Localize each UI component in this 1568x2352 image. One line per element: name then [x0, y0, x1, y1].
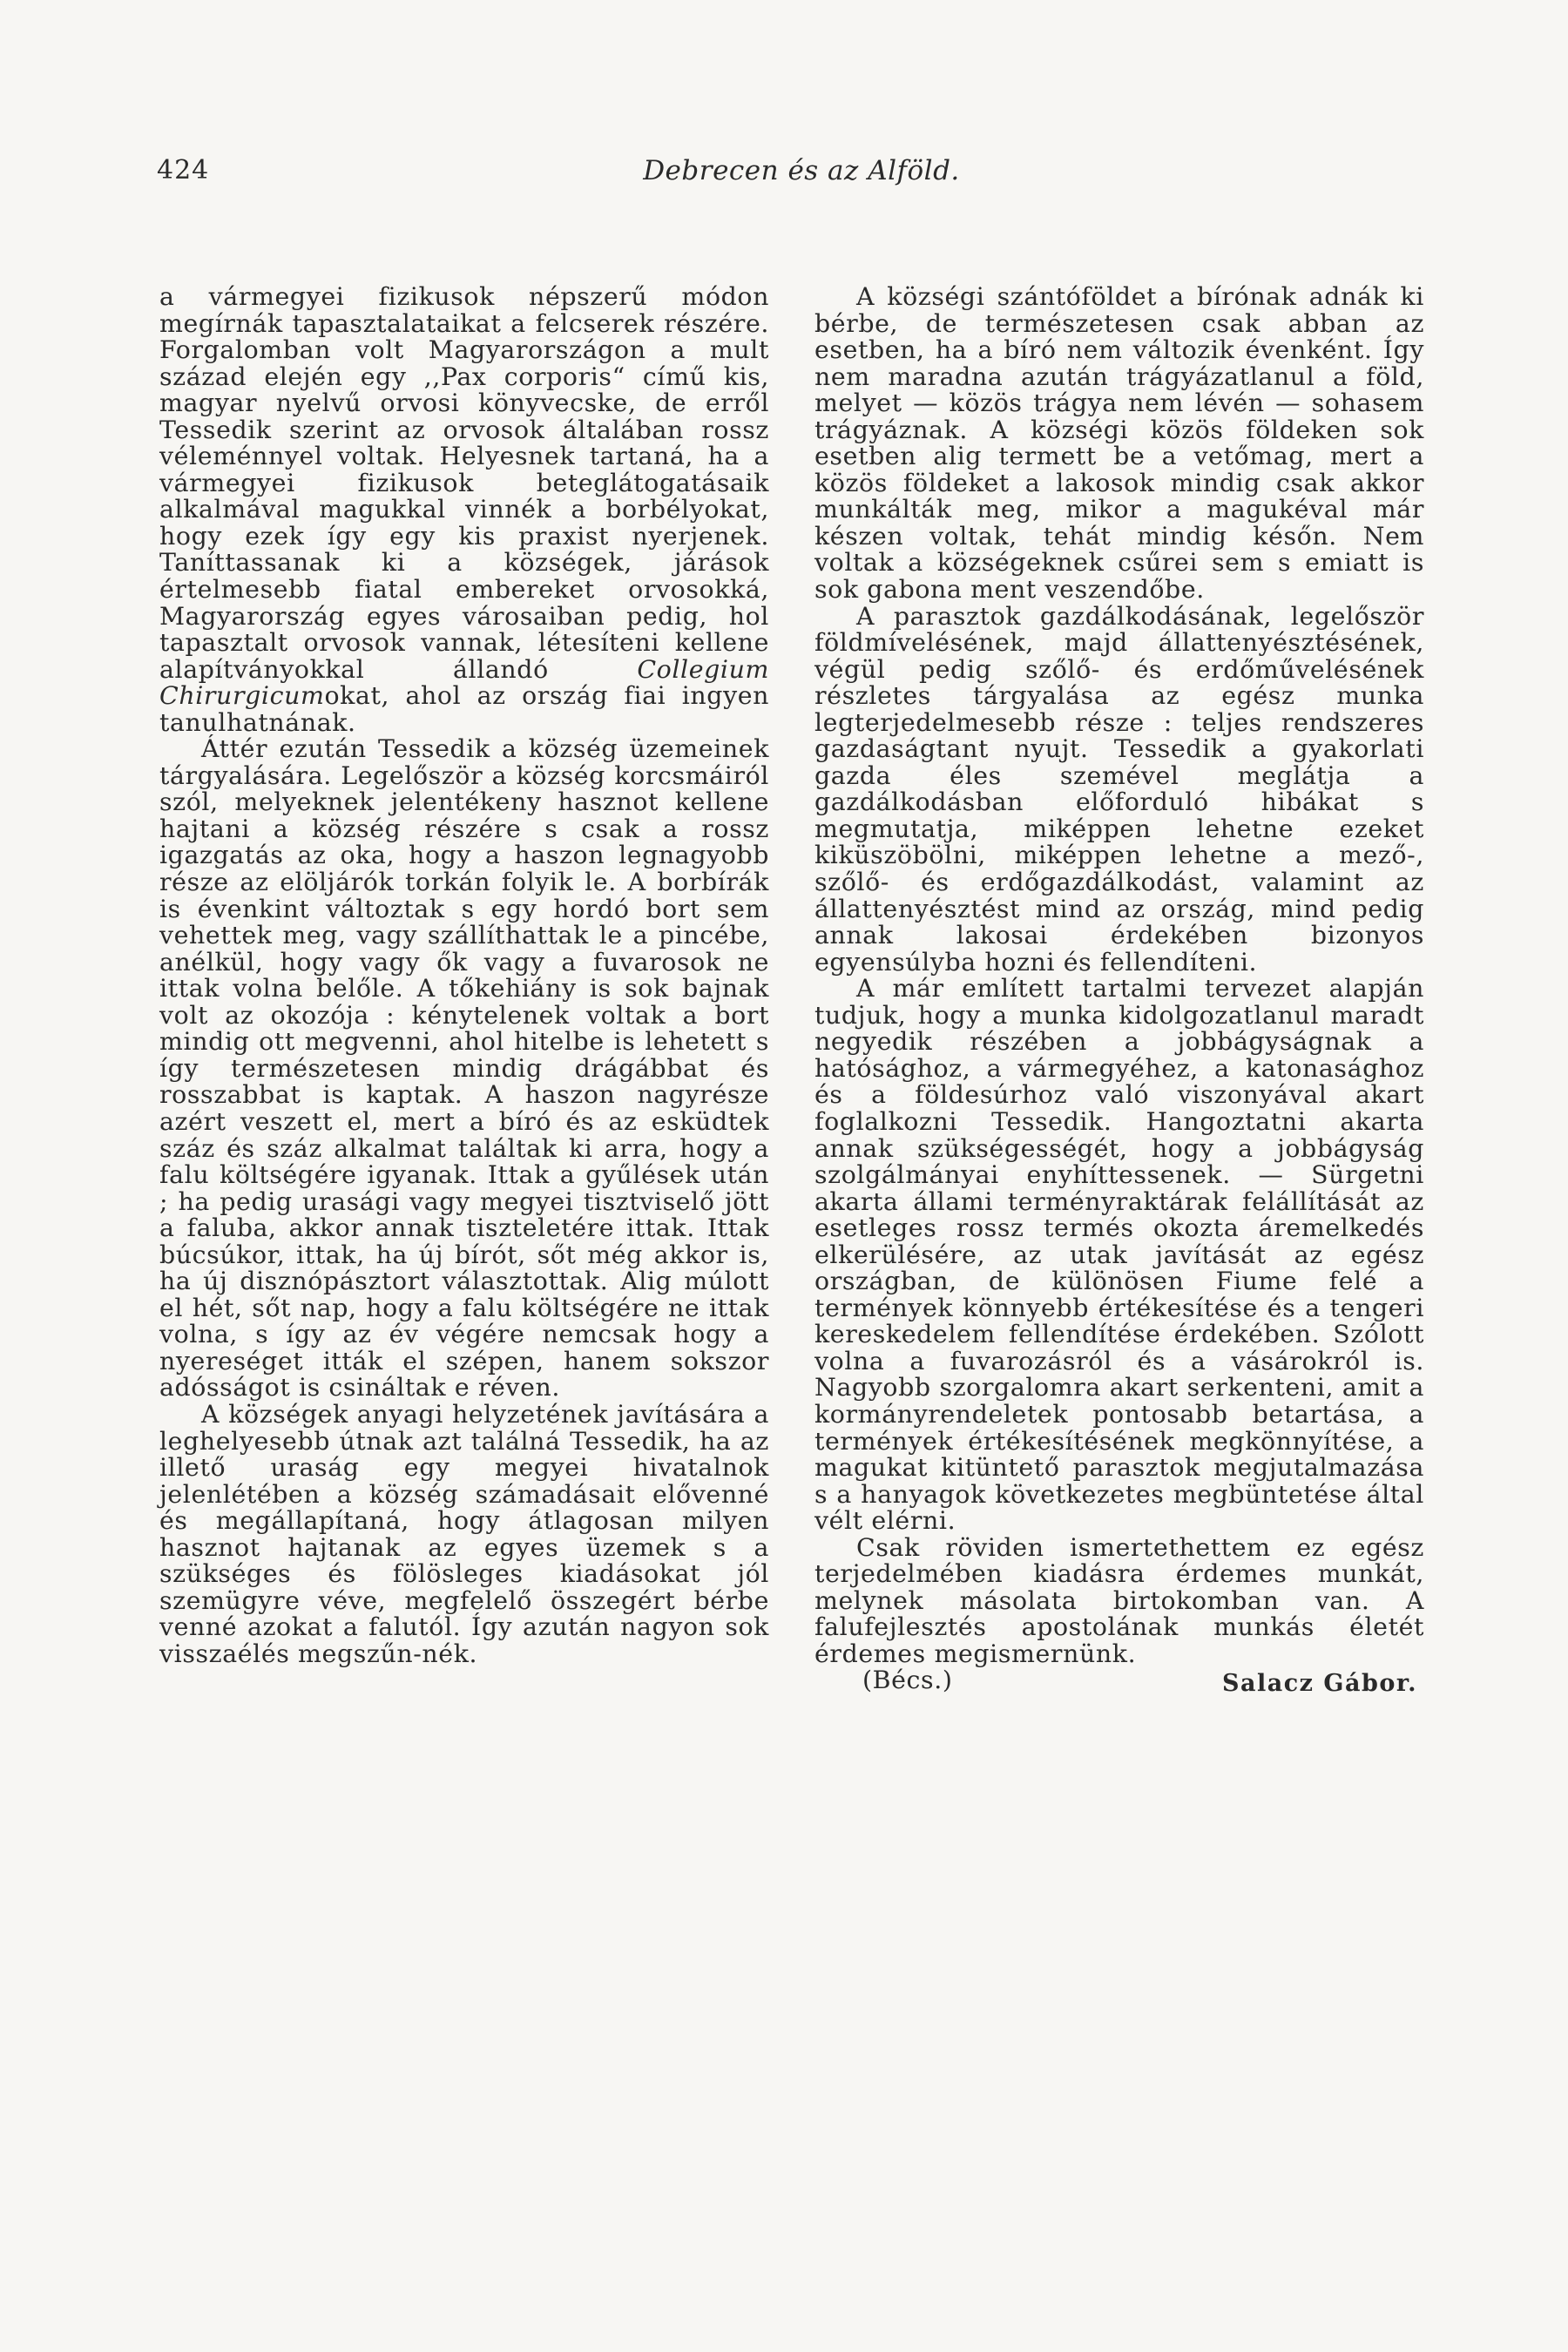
paragraph: A községi szántóföldet a bírónak adnák ki bérbe, de természetesen csak abban az esetben, ha a bíró nem változik évenként. Így nem maradna azután trágyázatlanul a föld, melyet — közös trágya nem lévén — sohasem trágyáznak. A községi közös földeken sok esetben alig termett be a vetőmag, mert a közös földeket a lakosok mindig csak akkor munkálták meg, mikor a magukéval már készen voltak, tehát mindig későn. Nem voltak a községeknek csűrei sem s emiatt is sok gabona ment veszendőbe.	[814, 282, 1424, 605]
paragraph: Áttér ezután Tessedik a község üzemeinek tárgyalására. Legelőször a község korcsmáiról szól, melyeknek jelentékeny hasznot kellene hajtani a község részére s csak a rossz igazgatás az oka, hogy a haszon legnagyobb része az elöljárók torkán folyik le. A borbírák is évenkint változtak s egy hordó bort sem vehettek meg, vagy szállíthattak le a pincébe, anélkül, hogy vagy ők vagy a fuvarosok ne ittak volna belőle. A tőkehiány is sok bajnak volt az okozója : kénytelenek voltak a bort mindig ott megvenni, ahol hitelbe is lehetett s így természetesen mindig drágábbat és rosszabbat is kaptak. A haszon nagyrésze azért veszett el, mert a bíró és az esküdtek száz és száz alkalmat találtak ki arra, hogy a falu költségére igyanak. Ittak a gyűlések után ; ha pedig urasági vagy megyei tisztviselő jött a faluba, akkor annak tiszteletére ittak. Ittak búcsúkor, ittak, ha új bírót, sőt még akkor is, ha új disznópásztort választottak. Alig múlott el hét, sőt nap, hogy a falu költségére ne ittak volna, s így az év végére nemcsak hogy a nyereséget itták el szépen, hanem sokszor adósságot is csináltak e réven.	[159, 734, 769, 1402]
paragraph: A községek anyagi helyzetének javítására a leghelyesebb útnak azt találná Tessedik, ha az illető uraság egy megyei hivatalnok jelenlétében a község számadásait elővenné és megállapítaná, hogy átlagosan milyen hasznot hajtanak az egyes üzemek s a szükséges és fölösleges kiadásokat jól szemügyre véve, megfelelő összegért bérbe venné azokat a falutól. Így azután nagyon sok visszaélés megszűn-nék.	[159, 1399, 769, 1668]
author-signature: Salacz Gábor.	[1221, 1670, 1417, 1698]
paragraph-text: a vármegyei fizikusok népszerű módon megírnák tapasztalataikat a felcserek részére. Forgalomban volt Magyarországon a mult század elején egy ,,Pax corporis“ című kis, magyar nyelvű orvosi könyvecske, de erről Tessedik szerint az orvosok általában rossz véleménnyel voltak. Helyesnek tartaná, ha a vármegyei fizikusok beteglátogatásaik alkalmával magukkal vinnék a borbélyokat, hogy ezek így egy kis praxist nyerjenek. Taníttassanak ki a községek, járások értelmesebb fiatal embereket orvosokká, Magyarország egyes városaiban pedig, hol tapasztalt orvosok vannak, létesíteni kellene alapítványokkal állandó	[159, 282, 769, 684]
right-column	[814, 282, 1424, 1698]
page-number: 424	[157, 155, 210, 186]
place-of-writing: (Bécs.)	[862, 1666, 953, 1695]
paragraph-text: okat, ahol az ország fiai ingyen tanulhatnának.	[159, 681, 769, 737]
paragraph	[159, 284, 769, 736]
paragraph: Csak röviden ismertethettem ez egész terjedelmében kiadásra érdemes munkát, melynek másolata birtokomban van. A falufejlesztés apostolának munkás életét érdemes megismernünk.	[814, 1532, 1424, 1668]
paragraph: A parasztok gazdálkodásának, legelőször földmívelésének, majd állattenyésztésének, végül pedig szőlő- és erdőművelésének részletes tárgyalása az egész munka legterjedelmesebb része : teljes rendszeres gazdaságtant nyujt. Tessedik a gyakorlati gazda éles szemével meglátja a gazdálkodásban előforduló hibákat s megmutatja, miképpen lehetne ezeket kiküszöbölni, miképpen lehetne a mező-, szőlő- és erdőgazdálkodást, valamint az állattenyésztést mind az ország, mind pedig annak lakosai érdekében bizonyos egyensúlyba hozni és fellendíteni.	[814, 601, 1424, 977]
left-column	[159, 284, 769, 1667]
running-head	[157, 155, 1420, 193]
italic-term: Collegium Chirurgicum	[159, 654, 769, 711]
running-title: Debrecen és az Alföld.	[643, 155, 960, 186]
signature-line	[814, 1666, 1424, 1698]
paragraph: A már említett tartalmi tervezet alapján tudjuk, hogy a munka kidolgozatlanul maradt negyedik részében a jobbágyságnak a hatósághoz, a vármegyéhez, a katonasághoz és a földesúrhoz való viszonyával akart foglalkozni Tessedik. Hangoztatni akarta annak szükségességét, hogy a jobbágyság szolgálmányai enyhíttessenek. — Sürgetni akarta állami terményraktárak felállítását az esetleges rossz termés okozta áremelkedés elkerülésére, az utak javítását az egész országban, de különösen Fiume felé a termények könnyebb értékesítése és a tengeri kereskedelem fellendítése érdekében. Szólott volna a fuvarozásról és a vásárokról is. Nagyobb szorgalomra akart serkenteni, amit a kormányrendeletek pontosabb betartása, a termények értékesítésének megkönnyítése, a magukat kitüntető parasztok megjutalmazása s a hanyagok következetes megbüntetése által vélt elérni.	[814, 974, 1424, 1536]
